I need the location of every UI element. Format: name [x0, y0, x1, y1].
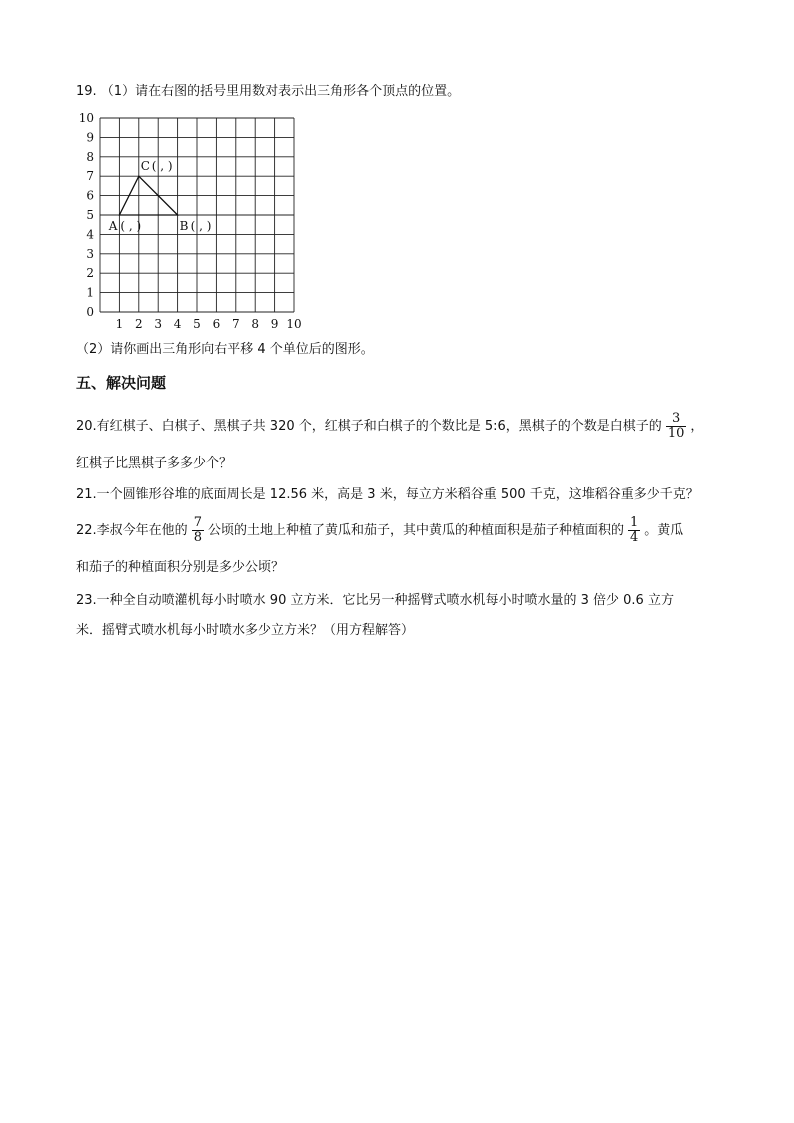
q20-fraction [666, 412, 687, 441]
y-tick-label: 0 [86, 305, 94, 319]
q20-fraction-denominator: 10 [667, 426, 685, 441]
y-tick-label: 3 [86, 246, 94, 261]
q20-text-a: 20.有红棋子、白棋子、黑棋子共 320 个，红棋子和白棋子的个数比是 5:6，黑棋子的个数是白棋子的 [76, 419, 662, 434]
y-axis-labels [79, 112, 95, 319]
x-tick-label: 2 [134, 317, 143, 331]
vertex-coordinate-blank: ( , ) [120, 219, 142, 233]
q20-line2: 红棋子比黑棋子多多少个？ [76, 456, 233, 471]
x-tick-label: 5 [193, 317, 201, 331]
y-tick-label: 1 [86, 285, 94, 300]
q22-fraction-1-numerator: 7 [193, 515, 202, 530]
q22-fraction-2 [628, 516, 640, 545]
y-tick-label: 7 [86, 169, 94, 184]
q23-line1: 23.一种全自动喷灌机每小时喷水 90 立方米．它比另一种摇臂式喷水机每小时喷水量的 3 倍少 0.6 立方 [76, 593, 674, 608]
x-tick-label: 10 [286, 317, 302, 331]
q22-line1 [76, 516, 683, 546]
vertex-coordinate-blank: ( , ) [151, 159, 173, 174]
q20-text-b: ， [690, 419, 704, 434]
x-tick-label: 7 [231, 317, 240, 331]
q22-fraction-1 [192, 516, 204, 545]
y-tick-label: 10 [78, 112, 94, 125]
q20-fraction-numerator: 3 [671, 411, 681, 426]
x-tick-label: 6 [212, 317, 221, 331]
q22-fraction-2-numerator: 1 [629, 515, 639, 530]
vertex-name: A [108, 219, 118, 233]
y-tick-label: 2 [86, 266, 94, 281]
q22-text-c: 。黄瓜 [644, 523, 684, 538]
y-tick-label: 8 [86, 149, 94, 164]
q22-text-b: 公顷的土地上种植了黄瓜和茄子，其中黄瓜的种植面积是茄子种植面积的 [207, 523, 624, 538]
section-title: 五、解决问题 [76, 374, 167, 392]
x-tick-label: 3 [154, 317, 163, 331]
x-tick-label: 1 [115, 317, 124, 331]
vertex-name: C [140, 159, 150, 174]
y-tick-label: 5 [86, 208, 94, 222]
x-axis-labels [116, 317, 302, 331]
x-tick-label: 9 [270, 317, 279, 331]
y-tick-label: 4 [86, 227, 94, 242]
q22-fraction-2-denominator: 4 [629, 530, 639, 545]
vertex-name: B [179, 219, 189, 233]
vertex-coordinate-blank: ( , ) [190, 219, 212, 233]
x-tick-label: 4 [173, 317, 182, 331]
q22-text-a: 22.李叔今年在他的 [76, 523, 188, 538]
q19-part2: （2）请你画出三角形向右平移 4 个单位后的图形。 [76, 342, 374, 357]
q19-part1: 19. （1）请在右图的括号里用数对表示出三角形各个顶点的位置。 [76, 84, 461, 99]
x-tick-label: 8 [251, 317, 260, 331]
q20-line1 [76, 412, 703, 442]
q22-fraction-1-denominator: 8 [193, 530, 202, 545]
coordinate-grid [78, 112, 308, 334]
q21-text: 21.一个圆锥形谷堆的底面周长是 12.56 米，高是 3 米，每立方米稻谷重 500 千克，这堆稻谷重多少千克？ [76, 487, 699, 502]
y-tick-label: 6 [86, 188, 94, 203]
y-tick-label: 9 [86, 130, 94, 145]
q23-line2: 米．摇臂式喷水机每小时喷水多少立方米？（用方程解答） [76, 623, 415, 638]
q22-line2: 和茄子的种植面积分别是多少公顷？ [76, 560, 285, 575]
